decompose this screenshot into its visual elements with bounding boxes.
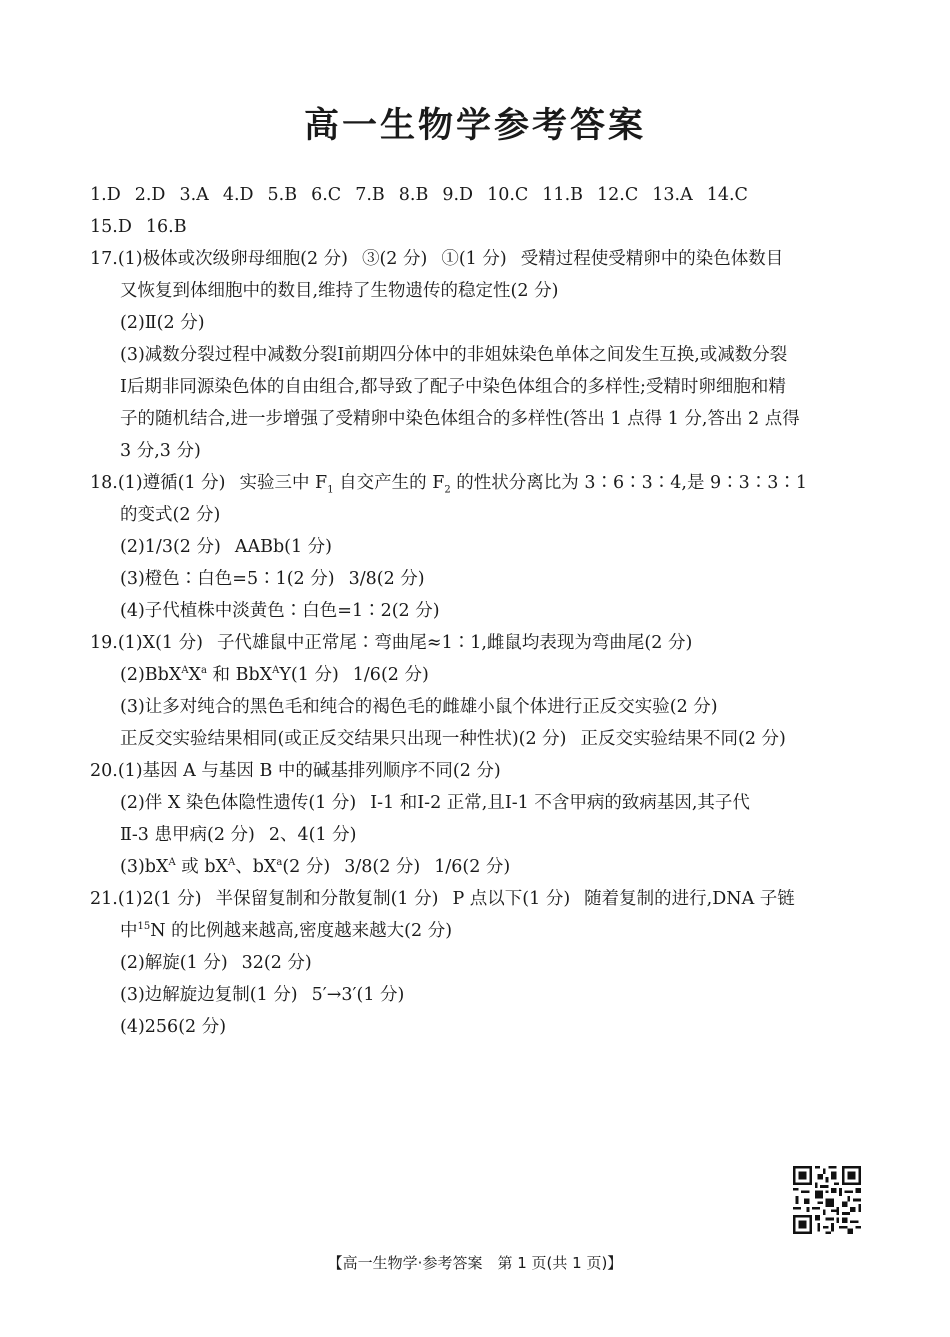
superscript: A — [272, 665, 280, 677]
qr-code-icon — [793, 1166, 861, 1234]
mc-answer: 15.D — [90, 217, 132, 237]
q20-line-3 — [90, 819, 870, 851]
mc-answer: 9.D — [442, 185, 474, 205]
mc-answer: 14.C — [706, 185, 748, 205]
q21-part: 32(2 分) — [241, 953, 312, 973]
q19-part: 和 BbX — [206, 665, 273, 685]
superscript: A — [168, 857, 176, 869]
q21-line-2 — [90, 915, 870, 947]
q21-line-5: (4)256(2 分) — [120, 1017, 227, 1037]
q21-part: 5′→3′(1 分) — [311, 985, 405, 1005]
q20-part: Ⅰ-1 和Ⅰ-2 正常,且Ⅰ-1 不含甲病的致病基因,其子代 — [370, 793, 750, 813]
page-title: 高一生物学参考答案 — [303, 106, 646, 146]
q19-line-3: (3)让多对纯合的黑色毛和纯合的褐色毛的雌雄小鼠个体进行正反交实验(2 分) — [120, 697, 718, 717]
q17-part: 受精过程使受精卵中的染色体数目 — [520, 249, 784, 269]
answer-content — [90, 179, 870, 1043]
q20-line-2 — [90, 787, 870, 819]
q20-part: (3)bX — [120, 857, 169, 877]
q20-part: (2 分) — [282, 857, 331, 877]
mc-answer: 12.C — [597, 185, 639, 205]
superscript: A — [227, 857, 236, 869]
superscript: a — [276, 857, 283, 869]
mc-row-2 — [90, 211, 870, 243]
mc-answer: 3.A — [179, 185, 209, 205]
mc-answer: 2.D — [134, 185, 166, 205]
q18-part: AABb(1 分) — [234, 537, 333, 557]
subscript: 2 — [444, 484, 451, 496]
q20-part: 1/6(2 分) — [434, 857, 511, 877]
q21-part: 随着复制的进行,DNA 子链 — [584, 889, 795, 909]
mc-answer: 11.B — [542, 185, 583, 205]
q19-line-2 — [90, 659, 870, 691]
q21-part: 半保留复制和分散复制(1 分) — [215, 889, 439, 909]
mc-row-1 — [90, 179, 870, 211]
superscript: A — [181, 665, 189, 677]
q17-line-5: Ⅰ后期非同源染色体的自由组合,都导致了配子中染色体组合的多样性;受精时卵细胞和精 — [120, 377, 786, 397]
q20-part: 2、4(1 分) — [268, 825, 357, 845]
subscript: 1 — [327, 484, 334, 496]
q17-line-4: (3)减数分裂过程中减数分裂Ⅰ前期四分体中的非姐妹染色单体之间发生互换,或减数分裂 — [120, 345, 788, 365]
mc-answer: 8.B — [398, 185, 429, 205]
q20-part: 或 bX — [175, 857, 228, 877]
mc-answer: 6.C — [311, 185, 342, 205]
q21-line-4 — [90, 979, 870, 1011]
q19-part: 19.(1)X(1 分) — [90, 633, 203, 653]
q17-line-2: 又恢复到体细胞中的数目,维持了生物遗传的稳定性(2 分) — [120, 281, 559, 301]
mc-answer: 1.D — [90, 185, 121, 205]
q21-part: P 点以下(1 分) — [452, 889, 571, 909]
q21-part: (3)边解旋边复制(1 分) — [120, 985, 298, 1005]
q19-part: X — [188, 665, 202, 685]
q21-line-3 — [90, 947, 870, 979]
q20-line-4 — [90, 851, 870, 883]
q18-line-2: 的变式(2 分) — [120, 505, 221, 525]
q17-line-6: 子的随机结合,进一步增强了受精卵中染色体组合的多样性(答出 1 点得 1 分,答出 2 点得 — [120, 409, 800, 429]
q19-part: (2)BbX — [120, 665, 182, 685]
q17-part: ③(2 分) — [361, 249, 428, 269]
mc-answer: 7.B — [355, 185, 385, 205]
q17-part: ①(1 分) — [441, 249, 507, 269]
q21-line-1 — [90, 883, 870, 915]
q18-line-3 — [90, 531, 870, 563]
q18-part: 3/8(2 分) — [348, 569, 425, 589]
q17-line-7: 3 分,3 分) — [120, 441, 201, 461]
q17-line-3: (2)Ⅱ(2 分) — [120, 313, 205, 333]
q18-line-5: (4)子代植株中淡黄色∶白色=1∶2(2 分) — [120, 601, 440, 621]
q19-part: 子代雄鼠中正常尾∶弯曲尾≈1∶1,雌鼠均表现为弯曲尾(2 分) — [216, 633, 693, 653]
q19-part: 正反交实验结果相同(或正反交结果只出现一种性状)(2 分) — [120, 729, 567, 749]
q18-part: 18.(1)遵循(1 分) — [90, 473, 226, 493]
q19-line-4 — [90, 723, 870, 755]
superscript: 15 — [137, 921, 151, 933]
q18-part: 实验三中 F — [239, 473, 328, 493]
q20-part: 3/8(2 分) — [344, 857, 421, 877]
q19-part: Y(1 分) — [279, 665, 339, 685]
q18-part: (2)1/3(2 分) — [120, 537, 221, 557]
q18-line-4 — [90, 563, 870, 595]
q19-part: 1/6(2 分) — [352, 665, 429, 685]
mc-answer: 10.C — [487, 185, 529, 205]
q21-part: 21.(1)2(1 分) — [90, 889, 202, 909]
q17-line-1 — [90, 243, 870, 275]
mc-answer: 5.B — [267, 185, 298, 205]
page-footer: 【高一生物学·参考答案 第 1 页(共 1 页)】 — [327, 1254, 623, 1272]
q21-part: N 的比例越来越高,密度越来越大(2 分) — [150, 921, 453, 941]
q20-part: Ⅱ-3 患甲病(2 分) — [120, 825, 255, 845]
q20-line-1: 20.(1)基因 A 与基因 B 中的碱基排列顺序不同(2 分) — [90, 761, 501, 781]
q18-part: (3)橙色∶白色=5∶1(2 分) — [120, 569, 335, 589]
q19-line-1 — [90, 627, 870, 659]
q20-part: (2)伴 X 染色体隐性遗传(1 分) — [120, 793, 357, 813]
q17-part: 17.(1)极体或次级卵母细胞(2 分) — [90, 249, 348, 269]
q18-part: 的性状分离比为 3∶6∶3∶4,是 9∶3∶3∶1 — [450, 473, 808, 493]
q21-part: 中 — [120, 921, 138, 941]
mc-answer: 4.D — [222, 185, 254, 205]
q18-part: 自交产生的 F — [333, 473, 445, 493]
q21-part: (2)解旋(1 分) — [120, 953, 228, 973]
superscript: a — [201, 665, 207, 677]
q18-line-1 — [90, 467, 870, 499]
mc-answer: 16.B — [145, 217, 187, 237]
mc-answer: 13.A — [652, 185, 693, 205]
q19-part: 正反交实验结果不同(2 分) — [580, 729, 786, 749]
q20-part: 、bX — [235, 857, 277, 877]
